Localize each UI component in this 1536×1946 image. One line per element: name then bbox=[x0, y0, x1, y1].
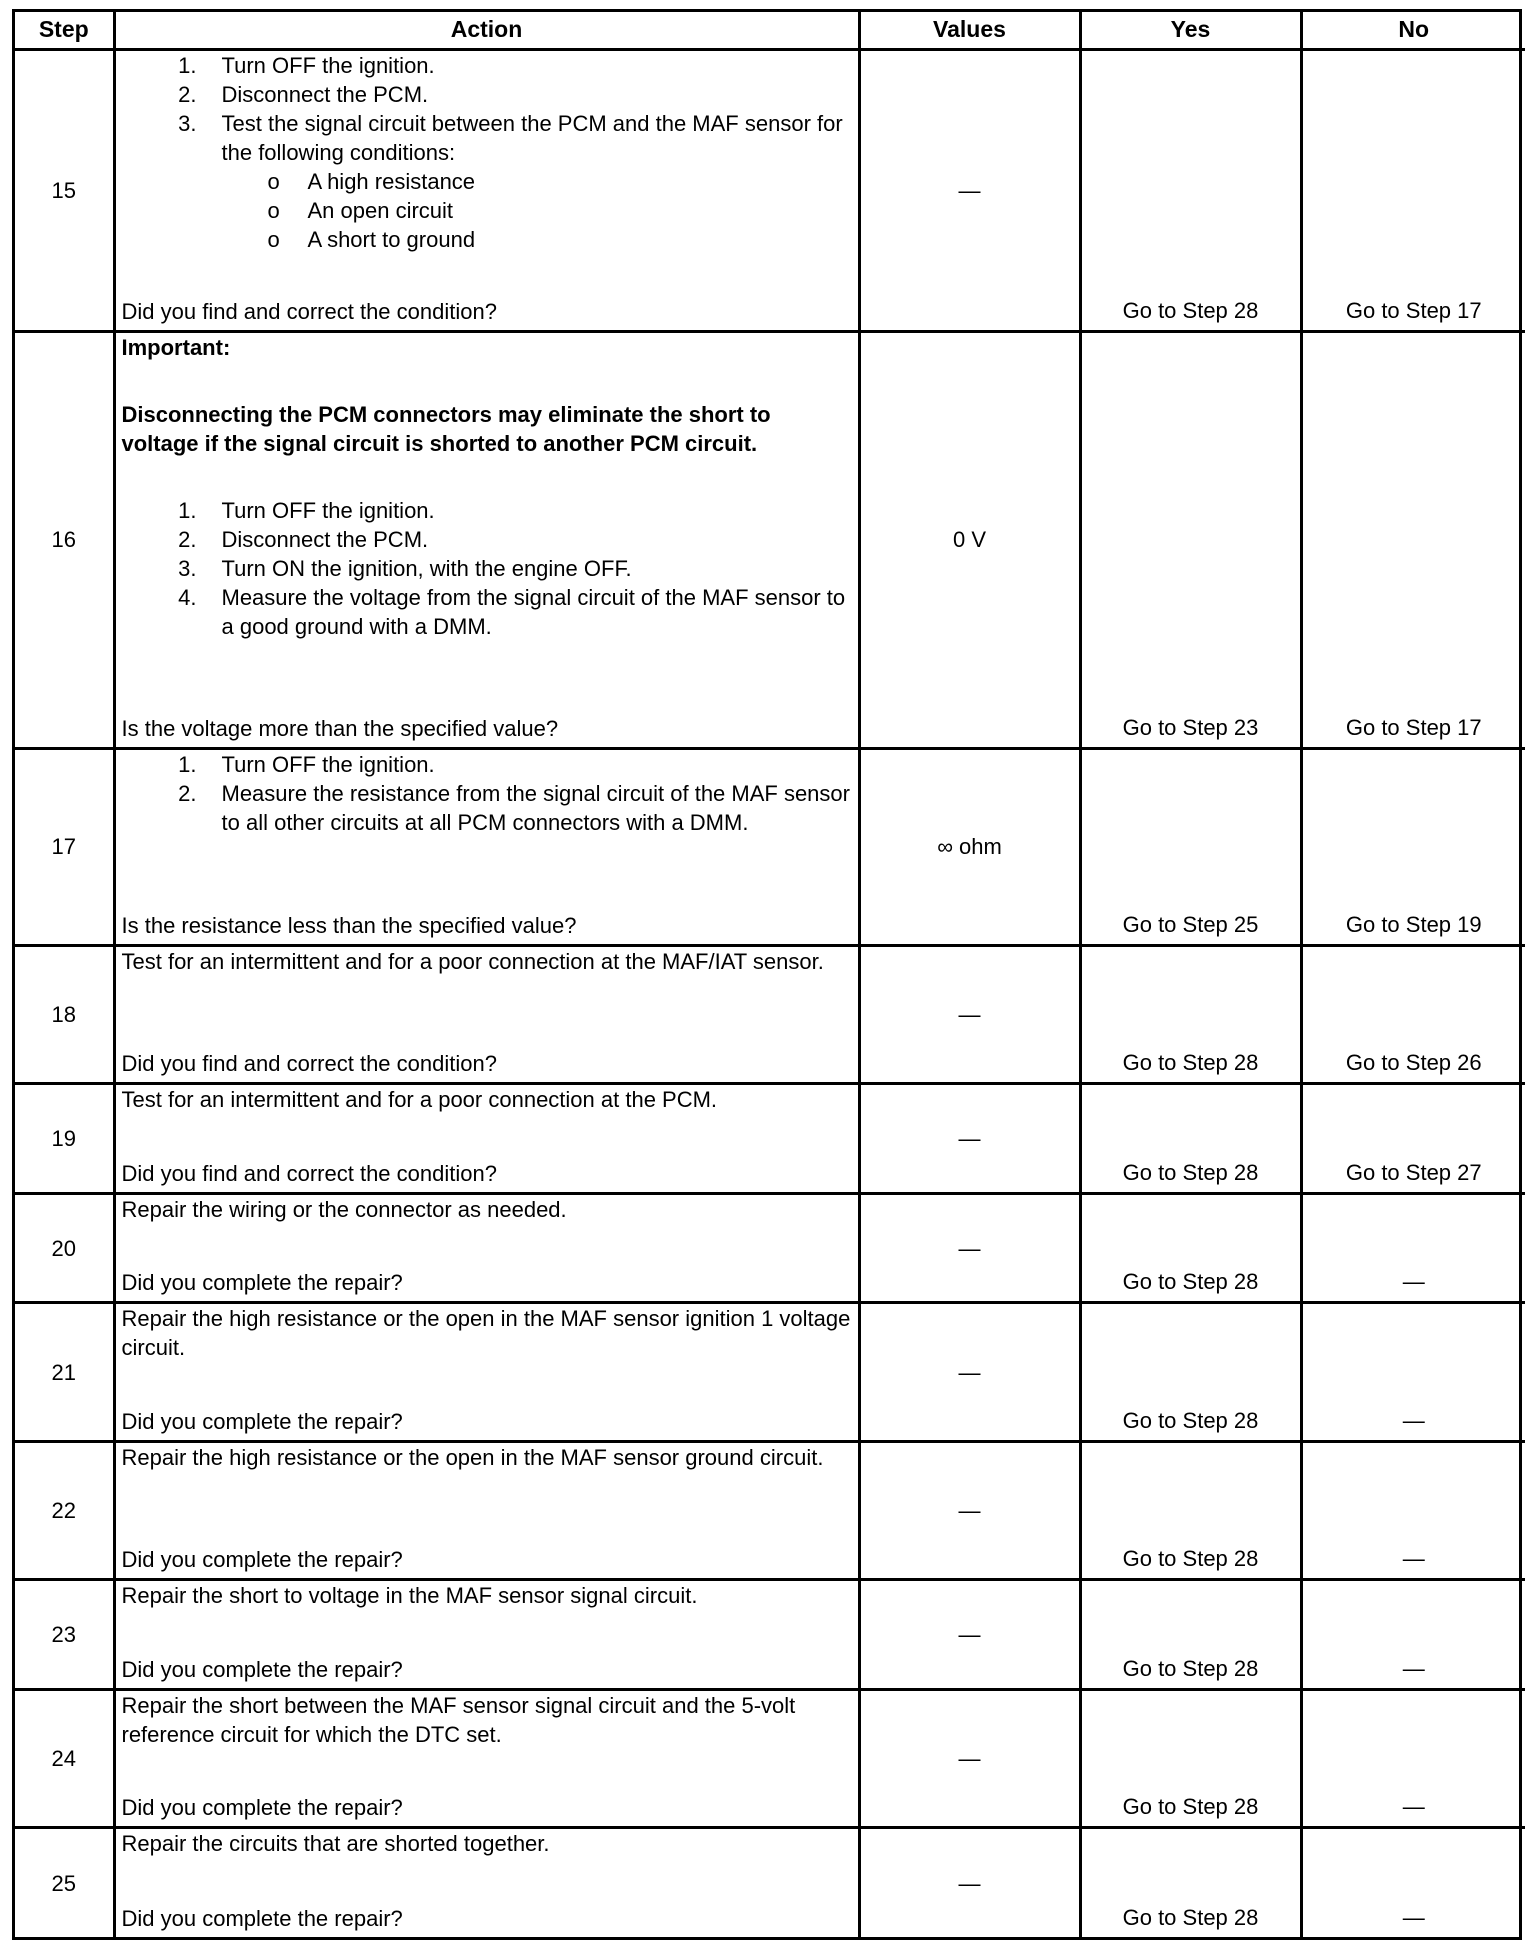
diagnostic-table bbox=[12, 9, 1522, 1940]
step-number: 19 bbox=[15, 1084, 114, 1194]
table-row bbox=[15, 1084, 1525, 1194]
value-cell: — bbox=[859, 1084, 1080, 1194]
table-row bbox=[15, 1580, 1525, 1690]
list-item: 2. Disconnect the PCM. bbox=[178, 526, 429, 552]
action-text: Repair the high resistance or the open in the MAF sensor ground circuit. bbox=[121, 1445, 824, 1471]
action-text: Repair the short to voltage in the MAF sensor signal circuit. bbox=[121, 1583, 698, 1609]
step-number: 16 bbox=[15, 331, 114, 748]
no-cell: — bbox=[1301, 1690, 1525, 1828]
action-text: Test for an intermittent and for a poor connection at the PCM. bbox=[121, 1087, 718, 1113]
list-item: 2. Disconnect the PCM. bbox=[178, 81, 429, 107]
yes-cell: Go to Step 28 bbox=[1080, 1580, 1301, 1690]
bullet-icon: o bbox=[267, 168, 280, 194]
step-number: 23 bbox=[15, 1580, 114, 1690]
action-cell bbox=[114, 49, 859, 331]
procedure-list bbox=[122, 496, 852, 641]
list-item: 1. Turn OFF the ignition. bbox=[178, 751, 435, 777]
question-text: Did you complete the repair? bbox=[121, 1657, 403, 1683]
bullet-icon: o bbox=[267, 197, 280, 223]
table-row bbox=[15, 1194, 1525, 1303]
table-row bbox=[15, 49, 1525, 331]
yes-cell: Go to Step 28 bbox=[1080, 1828, 1301, 1937]
list-item: o An open circuit bbox=[267, 197, 454, 223]
list-item: 1. Turn OFF the ignition. bbox=[178, 497, 435, 523]
value-cell: — bbox=[859, 1194, 1080, 1303]
step-number: 18 bbox=[15, 945, 114, 1083]
action-cell bbox=[114, 1828, 859, 1937]
no-cell: Go to Step 17 bbox=[1301, 331, 1525, 748]
action-text: Repair the wiring or the connector as needed. bbox=[121, 1197, 567, 1223]
value-cell: — bbox=[859, 945, 1080, 1083]
no-cell: Go to Step 27 bbox=[1301, 1084, 1525, 1194]
list-item: 3. Test the signal circuit between the PCM and the MAF sensor for the following conditions: bbox=[178, 110, 843, 165]
value-cell: — bbox=[859, 1690, 1080, 1828]
step-number: 22 bbox=[15, 1442, 114, 1580]
action-cell bbox=[114, 1580, 859, 1690]
no-cell: — bbox=[1301, 1194, 1525, 1303]
no-cell: Go to Step 17 bbox=[1301, 49, 1525, 331]
list-item: 3. Turn ON the ignition, with the engine OFF. bbox=[178, 555, 632, 581]
action-cell bbox=[114, 1084, 859, 1194]
yes-cell: Go to Step 28 bbox=[1080, 1194, 1301, 1303]
no-cell: Go to Step 19 bbox=[1301, 748, 1525, 945]
table-row bbox=[15, 331, 1525, 748]
list-item: 1. Turn OFF the ignition. bbox=[178, 52, 435, 78]
value-cell: ∞ ohm bbox=[859, 748, 1080, 945]
action-cell bbox=[114, 331, 859, 748]
question-text: Did you find and correct the condition? bbox=[121, 1051, 497, 1077]
table-row bbox=[15, 1828, 1525, 1937]
yes-cell: Go to Step 28 bbox=[1080, 1084, 1301, 1194]
table-row bbox=[15, 945, 1525, 1083]
yes-cell: Go to Step 28 bbox=[1080, 1303, 1301, 1442]
yes-cell: Go to Step 28 bbox=[1080, 945, 1301, 1083]
question-text: Did you complete the repair? bbox=[121, 1547, 403, 1573]
header-row bbox=[15, 12, 1525, 49]
no-cell: — bbox=[1301, 1303, 1525, 1442]
list-item: 2. Measure the resistance from the signal circuit of the MAF sensor to all other circuits at all PCM connectors with a DMM. bbox=[178, 780, 850, 835]
action-cell bbox=[114, 1442, 859, 1580]
no-cell: — bbox=[1301, 1828, 1525, 1937]
step-number: 21 bbox=[15, 1303, 114, 1442]
no-cell: — bbox=[1301, 1580, 1525, 1690]
question-text: Is the voltage more than the specified value? bbox=[121, 715, 559, 741]
step-number: 15 bbox=[15, 49, 114, 331]
value-cell: 0 V bbox=[859, 331, 1080, 748]
question-text: Did you find and correct the condition? bbox=[121, 298, 497, 324]
question-text: Is the resistance less than the specified value? bbox=[121, 912, 577, 938]
action-text: Repair the circuits that are shorted together. bbox=[121, 1831, 550, 1857]
value-cell: — bbox=[859, 1828, 1080, 1937]
header-action: Action bbox=[114, 12, 859, 49]
list-item: o A high resistance bbox=[267, 168, 476, 194]
value-cell: — bbox=[859, 1442, 1080, 1580]
action-cell bbox=[114, 945, 859, 1083]
header-yes: Yes bbox=[1080, 12, 1301, 49]
step-number: 25 bbox=[15, 1828, 114, 1937]
header-no: No bbox=[1301, 12, 1525, 49]
yes-cell: Go to Step 28 bbox=[1080, 1690, 1301, 1828]
table-row bbox=[15, 1690, 1525, 1828]
action-cell bbox=[114, 1690, 859, 1828]
table-row bbox=[15, 1303, 1525, 1442]
yes-cell: Go to Step 25 bbox=[1080, 748, 1301, 945]
step-number: 20 bbox=[15, 1194, 114, 1303]
procedure-list bbox=[122, 51, 852, 167]
no-cell: Go to Step 26 bbox=[1301, 945, 1525, 1083]
important-title: Important: bbox=[121, 334, 231, 360]
header-values: Values bbox=[859, 12, 1080, 49]
action-cell bbox=[114, 1194, 859, 1303]
question-text: Did you find and correct the condition? bbox=[121, 1161, 497, 1187]
value-cell: — bbox=[859, 1580, 1080, 1690]
procedure-list bbox=[122, 750, 852, 837]
header-step: Step bbox=[15, 12, 114, 49]
bullet-icon: o bbox=[267, 226, 280, 252]
no-cell: — bbox=[1301, 1442, 1525, 1580]
yes-cell: Go to Step 28 bbox=[1080, 49, 1301, 331]
value-cell: — bbox=[859, 1303, 1080, 1442]
action-text: Test for an intermittent and for a poor connection at the MAF/IAT sensor. bbox=[121, 948, 824, 974]
question-text: Did you complete the repair? bbox=[121, 1270, 403, 1296]
action-text: Repair the high resistance or the open in the MAF sensor ignition 1 voltage circuit. bbox=[121, 1306, 851, 1361]
condition-list bbox=[122, 167, 852, 254]
yes-cell: Go to Step 28 bbox=[1080, 1442, 1301, 1580]
table-row bbox=[15, 748, 1525, 945]
list-item: 4. Measure the voltage from the signal circuit of the MAF sensor to a good ground with a DMM. bbox=[178, 584, 846, 639]
important-note: Disconnecting the PCM connectors may eliminate the short to voltage if the signal circuit is shorted to another PCM circuit. bbox=[121, 401, 771, 456]
question-text: Did you complete the repair? bbox=[121, 1409, 403, 1435]
yes-cell: Go to Step 23 bbox=[1080, 331, 1301, 748]
action-cell bbox=[114, 748, 859, 945]
list-item: o A short to ground bbox=[267, 226, 476, 252]
question-text: Did you complete the repair? bbox=[121, 1795, 403, 1821]
table-row bbox=[15, 1442, 1525, 1580]
question-text: Did you complete the repair? bbox=[121, 1906, 403, 1931]
step-number: 24 bbox=[15, 1690, 114, 1828]
value-cell: — bbox=[859, 49, 1080, 331]
step-number: 17 bbox=[15, 748, 114, 945]
action-cell bbox=[114, 1303, 859, 1442]
action-text: Repair the short between the MAF sensor signal circuit and the 5-volt reference circuit for which the DTC set. bbox=[121, 1693, 796, 1748]
